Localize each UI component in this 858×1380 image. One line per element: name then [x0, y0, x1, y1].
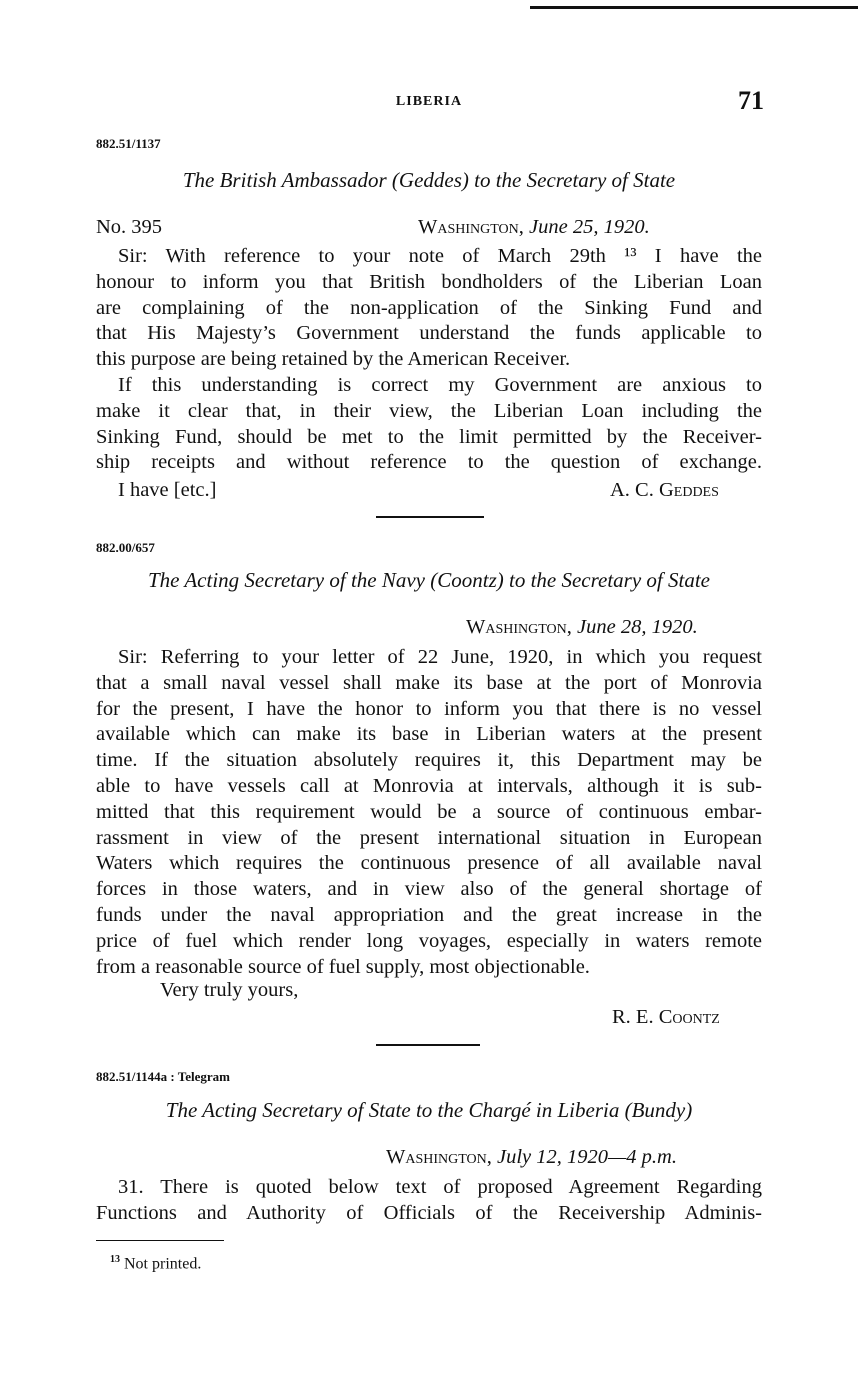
text-line: price of fuel which render long voyages, especially in waters remote [96, 929, 762, 952]
dateline-3 [386, 1145, 677, 1171]
dateline-date: June 28, 1920. [577, 616, 698, 638]
text-line: forces in those waters, and in view also of the general shortage of [96, 878, 762, 901]
text-line: funds under the naval appropriation and the great increase in the [96, 903, 762, 926]
file-reference-2: 882.00/657 [96, 540, 155, 555]
running-title: LIBERIA [395, 94, 463, 109]
text-line: are complaining of the non-application of the Sinking Fund and [96, 296, 762, 319]
document-heading-3: The Acting Secretary of State to the Chargé in Liberia (Bundy) [165, 1098, 693, 1122]
dateline-place: Washington, [466, 616, 572, 638]
text-line: ship receipts and without reference to the question of exchange. [96, 451, 762, 474]
footnote-text: Not printed. [124, 1255, 202, 1273]
text-line: If this understanding is correct my Government are anxious to [118, 373, 762, 396]
text-line: that His Majesty’s Government understand the funds applicable to [96, 322, 762, 345]
top-rule [530, 6, 858, 9]
dateline-date: June 25, 1920. [529, 216, 650, 238]
dateline-place: Washington, [418, 216, 524, 238]
text-line: Sinking Fund, should be met to the limit permitted by the Receiver- [96, 425, 762, 448]
letter-body-2 [96, 645, 762, 980]
section-divider [376, 516, 484, 518]
text-line: able to have vessels call at Monrovia at intervals, although it is sub- [96, 774, 762, 797]
text-line: available which can make its base in Liberian waters at the present [96, 723, 762, 746]
file-reference-3: 882.51/1144a : Telegram [96, 1069, 230, 1084]
text-line: Waters which requires the continuous presence of all available naval [96, 852, 762, 875]
telegram-body [96, 1175, 762, 1227]
text-line: Sir: With reference to your note of March 29th ¹³ I have the [118, 245, 762, 267]
text-line: Functions and Authority of Officials of the Receivership Adminis- [96, 1201, 762, 1224]
page-number: 71 [738, 86, 764, 115]
letter-body-1 [96, 244, 762, 476]
dateline-place: Washington, [386, 1146, 492, 1168]
closing-1: I have [etc.] [118, 479, 217, 501]
text-line: 31. There is quoted below text of proposed Agreement Regarding [118, 1176, 762, 1198]
signature-1: A. C. Geddes [610, 479, 719, 501]
text-line: time. If the situation absolutely requires it, this Department may be [96, 749, 762, 772]
footnote-marker: 13 [110, 1254, 120, 1265]
document-heading-1: The British Ambassador (Geddes) to the Secretary of State [182, 168, 676, 192]
text-line: make it clear that, in their view, the Liberian Loan including the [96, 399, 762, 422]
text-line: from a reasonable source of fuel supply, most objectionable. [96, 955, 590, 978]
file-reference-1: 882.51/1137 [96, 136, 161, 151]
text-line: Sir: Referring to your letter of 22 June, 1920, in which you request [118, 646, 762, 668]
dateline-1 [418, 215, 650, 241]
footnote [110, 1254, 201, 1273]
text-line: mitted that this requirement would be a source of continuous embar- [96, 800, 762, 823]
text-line: for the present, I have the honor to inform you that there is no vessel [96, 697, 762, 720]
section-divider [376, 1044, 480, 1046]
text-line: rassment in view of the present international situation in European [96, 826, 762, 849]
closing-2: Very truly yours, [160, 979, 299, 1001]
footnote-rule [96, 1240, 224, 1241]
dateline-date: July 12, 1920—4 p.m. [497, 1146, 677, 1168]
document-heading-2: The Acting Secretary of the Navy (Coontz) to the Secretary of State [147, 568, 710, 592]
text-line: that a small naval vessel shall make its base at the port of Monrovia [96, 671, 762, 694]
text-line: this purpose are being retained by the American Receiver. [96, 348, 571, 371]
text-line: honour to inform you that British bondholders of the Liberian Loan [96, 270, 762, 293]
document-number: No. 395 [96, 216, 163, 238]
dateline-2 [466, 615, 698, 641]
signature-2: R. E. Coontz [612, 1006, 720, 1028]
